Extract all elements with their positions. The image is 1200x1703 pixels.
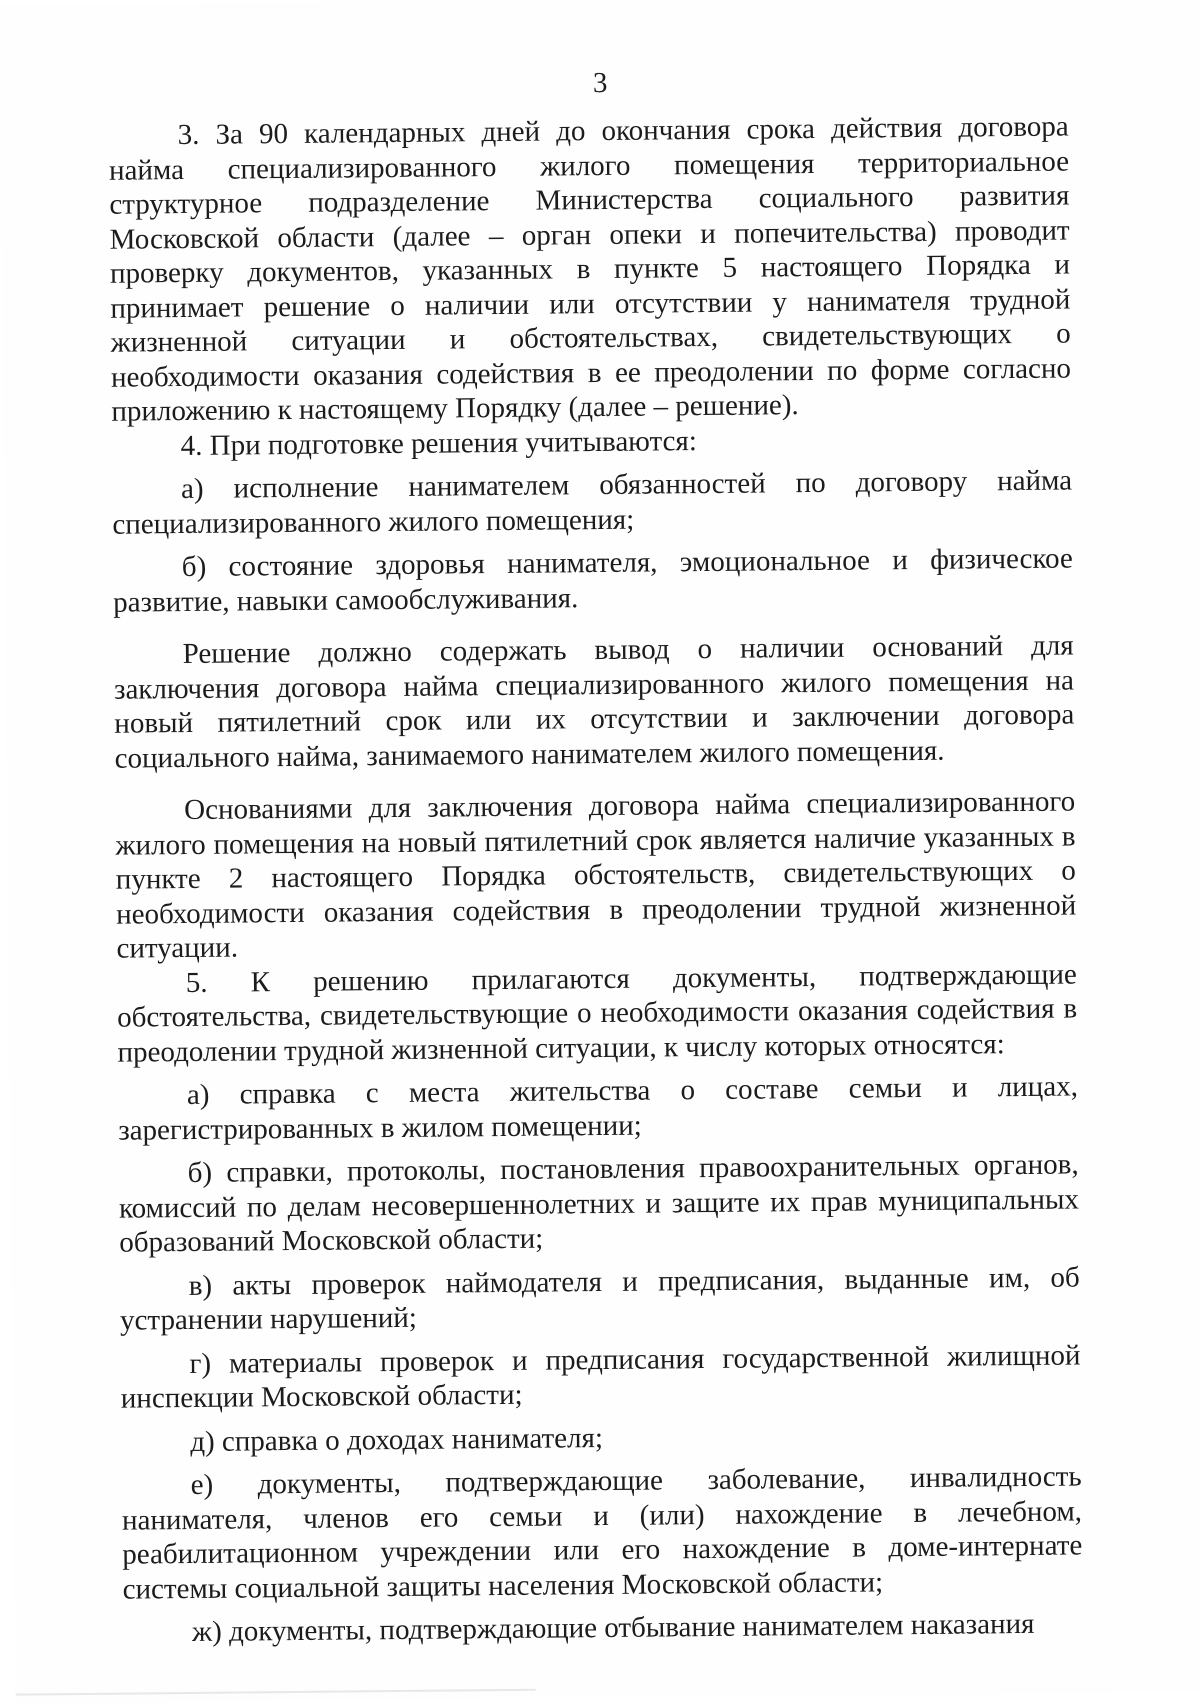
subitem-5v: в) акты проверок наймодателя и предписания, выданные им, об устранении нарушений;: [119, 1260, 1080, 1337]
subitem-5zh: ж) документы, подтверждающие отбывание нанимателем наказания: [191, 1607, 1035, 1648]
page-number: 3: [592, 66, 608, 100]
subitem-5e: е) документы, подтверждающие заболевание, инвалидность нанимателя, членов его семьи и (или) нахождение в лечебном, реабилитационном учреждении или его нахождение в доме-интернате системы социальной защиты населения Московской области;: [121, 1460, 1083, 1606]
paragraph-item-5: 5. К решению прилагаются документы, подтверждающие обстоятельства, свидетельствующие о необходимости оказания содействия в преодолении трудной жизненной ситуации, к числу которых относятся:: [117, 957, 1078, 1069]
paragraph-decision-conclusion: Решение должно содержать вывод о наличии оснований для заключения договора найма специализированного жилого помещения на новый пятилетний срок или их отсутствии и заключении договора социального найма, занимаемого нанимателем жилого помещения.: [113, 629, 1075, 775]
subitem-5d: д) справка о доходах нанимателя;: [190, 1421, 604, 1458]
paragraph-item-4: 4. При подготовке решения учитываются:: [180, 424, 697, 462]
subitem-5g: г) материалы проверок и предписания государственной жилищной инспекции Московской области;: [120, 1338, 1081, 1415]
subitem-5b: б) справки, протоколы, постановления правоохранительных органов, комиссий по делам несовершеннолетних и защите их прав муниципальных образований Московской области;: [118, 1148, 1080, 1259]
scan-edge-artifact: [16, 1689, 536, 1696]
paragraph-grounds: Основаниями для заключения договора найма специализированного жилого помещения на новый пятилетний срок является наличие указанных в пункте 2 настоящего Порядка обстоятельств, свидетельствующих о необходимости оказания содействия в преодолении трудной жизненной ситуации.: [115, 785, 1077, 965]
document-body: [109, 110, 1084, 1651]
subitem-4b: б) состояние здоровья нанимателя, эмоциональное и физическое развитие, навыки самообслуживания.: [113, 542, 1073, 619]
subitem-4a: а) исполнение нанимателем обязанностей по договору найма специализированного жилого помещения;: [112, 464, 1073, 541]
paragraph-item-3: 3. За 90 календарных дней до окончания срока действия договора найма специализированного жилого помещения территориальное структурное подразделение Министерства социального развития Московской области (далее – орган опеки и попечительства) проводит проверку документов, указанных в пункте 5 настоящего Порядка и принимает решение о наличии или отсутствии у нанимателя трудной жизненной ситуации и обстоятельствах, свидетельствующих о необходимости оказания содействия в ее преодолении по форме согласно приложению к настоящему Порядку (далее – решение).: [108, 110, 1072, 428]
subitem-5a: а) справка с места жительства о составе семьи и лицах, зарегистрированных в жилом помещении;: [118, 1070, 1079, 1147]
